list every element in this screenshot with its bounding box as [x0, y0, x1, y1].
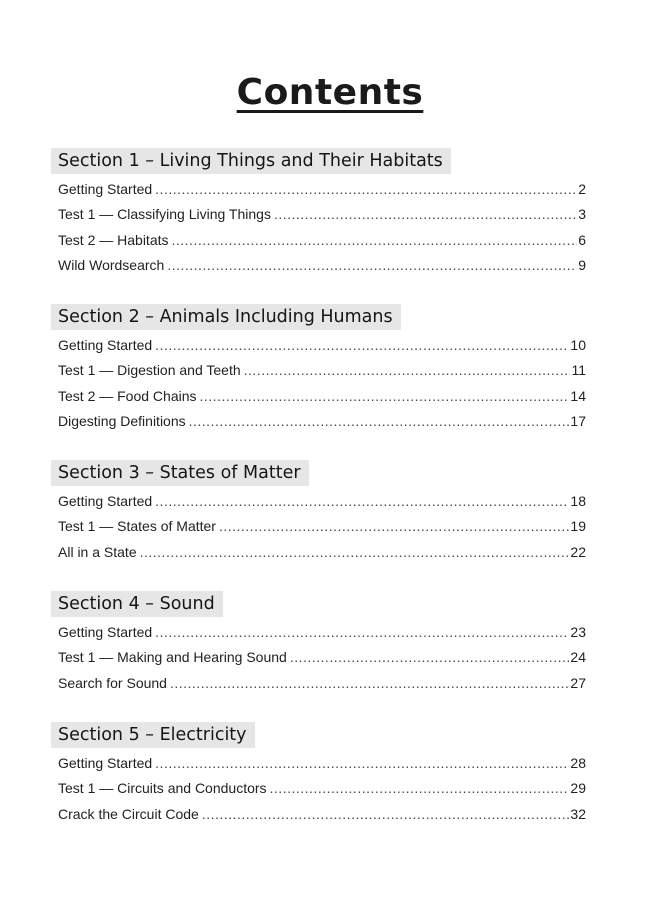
dot-leader	[155, 620, 569, 645]
toc-entry[interactable]	[51, 776, 599, 801]
toc-entry[interactable]	[51, 489, 599, 514]
page-title: Contents	[236, 72, 424, 113]
section-1	[51, 148, 599, 278]
entry-label: Getting Started	[58, 181, 153, 197]
entry-label: Getting Started	[58, 624, 153, 640]
toc-entry[interactable]	[51, 333, 599, 358]
entry-page-number: 2	[578, 181, 586, 197]
toc-entry[interactable]	[51, 671, 599, 696]
dot-leader	[155, 751, 569, 776]
dot-leader	[189, 409, 570, 434]
dot-leader	[274, 202, 577, 227]
entry-page-number: 3	[578, 206, 586, 223]
entry-page-number: 29	[570, 780, 586, 797]
entry-page-number: 27	[570, 674, 586, 691]
section-header: Section 5 – Electricity	[51, 722, 255, 748]
dot-leader	[202, 802, 570, 827]
dot-leader	[244, 358, 571, 383]
entry-label: Getting Started	[58, 493, 153, 509]
toc-entry[interactable]	[51, 645, 599, 670]
toc-entry[interactable]	[51, 202, 599, 227]
entry-page-number: 10	[570, 337, 586, 353]
toc-entry[interactable]	[51, 802, 599, 827]
entry-label: Digesting Definitions	[58, 412, 186, 429]
entry-label: Search for Sound	[58, 674, 167, 691]
entry-label: Test 1 — States of Matter	[58, 518, 216, 535]
entry-page-number: 6	[578, 231, 586, 248]
entry-label: Test 1 — Classifying Living Things	[58, 206, 271, 223]
section-header: Section 2 – Animals Including Humans	[51, 304, 401, 330]
section-entries	[51, 620, 599, 696]
entry-page-number: 22	[570, 543, 586, 560]
section-2	[51, 304, 599, 434]
entry-label: Getting Started	[58, 755, 153, 771]
dot-leader	[167, 253, 577, 278]
section-header: Section 4 – Sound	[51, 591, 223, 617]
dot-leader	[140, 540, 570, 565]
section-entries	[51, 489, 599, 565]
dot-leader	[155, 177, 577, 202]
section-entries	[51, 333, 599, 434]
section-header: Section 3 – States of Matter	[51, 460, 309, 486]
entry-page-number: 11	[571, 362, 586, 379]
toc-entry[interactable]	[51, 177, 599, 202]
toc-entry[interactable]	[51, 540, 599, 565]
page-title-container	[0, 72, 660, 113]
entry-label: Wild Wordsearch	[58, 256, 165, 273]
entry-label: Getting Started	[58, 337, 153, 353]
entry-page-number: 14	[570, 387, 586, 404]
entry-page-number: 9	[578, 256, 586, 273]
entry-label: Test 1 — Circuits and Conductors	[58, 780, 267, 797]
dot-leader	[270, 776, 570, 801]
dot-leader	[290, 645, 570, 670]
toc-entry[interactable]	[51, 514, 599, 539]
entry-page-number: 32	[570, 805, 586, 822]
entry-page-number: 18	[570, 493, 586, 509]
dot-leader	[200, 384, 570, 409]
toc-entry[interactable]	[51, 620, 599, 645]
entry-page-number: 23	[570, 624, 586, 640]
dot-leader	[219, 514, 569, 539]
dot-leader	[172, 228, 578, 253]
toc-entry[interactable]	[51, 751, 599, 776]
entry-page-number: 28	[570, 755, 586, 771]
section-entries	[51, 751, 599, 827]
entry-label: All in a State	[58, 543, 137, 560]
toc-entry[interactable]	[51, 253, 599, 278]
section-4	[51, 591, 599, 696]
toc-entry[interactable]	[51, 409, 599, 434]
toc-entry[interactable]	[51, 384, 599, 409]
entry-page-number: 24	[570, 649, 586, 666]
section-3	[51, 460, 599, 565]
entry-label: Test 1 — Digestion and Teeth	[58, 362, 241, 379]
entry-label: Crack the Circuit Code	[58, 805, 199, 822]
section-header: Section 1 – Living Things and Their Habitats	[51, 148, 451, 174]
dot-leader	[155, 489, 569, 514]
dot-leader	[155, 333, 569, 358]
entry-label: Test 2 — Habitats	[58, 231, 169, 248]
section-5	[51, 722, 599, 827]
entry-page-number: 17	[570, 412, 586, 429]
dot-leader	[170, 671, 569, 696]
toc-entry[interactable]	[51, 358, 599, 383]
section-entries	[51, 177, 599, 278]
toc-entry[interactable]	[51, 228, 599, 253]
entry-label: Test 2 — Food Chains	[58, 387, 197, 404]
entry-page-number: 19	[570, 518, 586, 535]
entry-label: Test 1 — Making and Hearing Sound	[58, 649, 287, 666]
